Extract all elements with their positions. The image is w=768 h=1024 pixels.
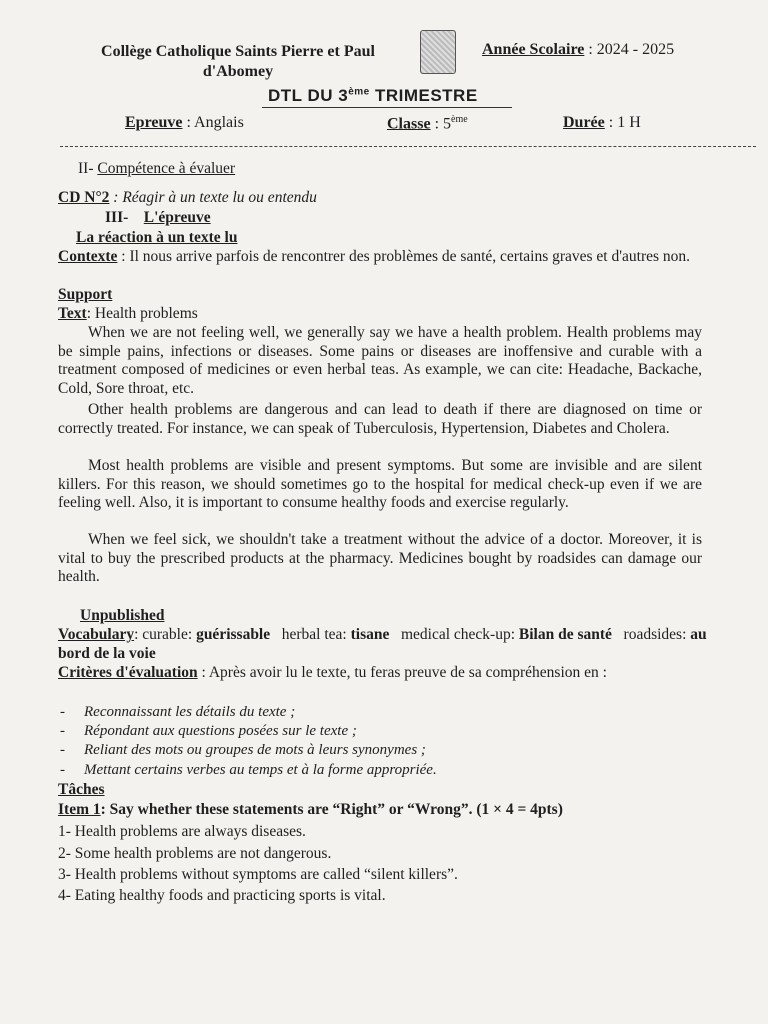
criteria-bullet-1 xyxy=(60,704,295,721)
statement-3: 3- Health problems without symptoms are called “silent killers”. xyxy=(58,866,458,883)
criteria-text: : Après avoir lu le texte, tu feras preuve de sa compréhension en : xyxy=(197,664,607,681)
vocab-text-2: herbal tea: xyxy=(270,626,351,643)
epreuve-label: Epreuve xyxy=(125,114,183,131)
exam-title xyxy=(268,86,478,106)
context-label: Contexte xyxy=(58,248,118,265)
bullet-text: Reconnaissant les détails du texte ; xyxy=(84,704,296,720)
bullet-dash: - xyxy=(60,742,65,758)
duree-label: Durée xyxy=(563,114,605,131)
item-1-text: : Say whether these statements are “Right” or “Wrong”. (1 × 4 = 4pts) xyxy=(100,801,563,818)
cd-label: CD N°2 xyxy=(58,189,110,206)
school-year-label: Année Scolaire xyxy=(482,41,585,58)
section-2-number: II- xyxy=(78,160,94,177)
classe-sup: ème xyxy=(451,114,468,125)
taches-label: Tâches xyxy=(58,781,105,798)
school-name-line2: d'Abomey xyxy=(202,63,274,80)
vocab-def-2: tisane xyxy=(350,626,390,643)
exam-title-main: DTL DU 3 xyxy=(268,86,349,105)
unpublished-label: Unpublished xyxy=(80,607,165,624)
bullet-dash: - xyxy=(60,704,65,720)
vocab-text-4: roadsides: xyxy=(611,626,691,643)
item-1-instruction xyxy=(58,801,563,819)
classe-label: Classe xyxy=(387,115,431,133)
criteria-bullet-2 xyxy=(60,723,357,740)
text-paragraph-1: When we are not feeling well, we generally say we have a health problem. Health problems may be simple pains, infections or diseases. Some pains or diseases are inoffensive and curable with a treatment composed of medicines or even herbal teas. As example, we can cite: Headache, Backache, Cold, Sore throat, etc. xyxy=(58,324,702,397)
vocabulary-label: Vocabulary xyxy=(58,626,135,643)
vocab-text-3: medical check-up: xyxy=(389,626,519,643)
school-year xyxy=(482,41,674,59)
section-2-heading xyxy=(78,160,235,178)
header-separator xyxy=(60,146,756,147)
bullet-text: Reliant des mots ou groupes de mots à leurs synonymes ; xyxy=(84,742,426,758)
criteria-bullet-3 xyxy=(60,742,426,759)
vocab-def-1: guérissable xyxy=(196,626,271,643)
item-1-label: Item 1 xyxy=(58,801,101,818)
section-3-title: L'épreuve xyxy=(143,209,211,226)
vocabulary xyxy=(58,626,718,663)
vocab-def-3: Bilan de santé xyxy=(518,626,612,643)
context-text: : Il nous arrive parfois de rencontrer des problèmes de santé, certains graves et d'autres non. xyxy=(117,248,691,265)
reaction-title: La réaction à un texte lu xyxy=(76,229,238,246)
text-paragraph-3: Most health problems are visible and present symptoms. But some are invisible and are silent killers. For this reason, we should sometimes go to the hospital for medical check-up even if we are feeling well. Also, it is important to consume healthy foods and exercise regularly. xyxy=(58,457,702,512)
cd-line xyxy=(58,189,317,207)
duree xyxy=(563,114,641,132)
section-3-heading xyxy=(105,209,211,227)
section-2-title: Compétence à évaluer xyxy=(97,160,236,177)
school-seal-icon xyxy=(420,30,456,74)
text-title: : Health problems xyxy=(86,305,198,322)
school-name-line1: Collège Catholique Saints Pierre et Paul xyxy=(101,43,375,60)
vocab-text-1: : curable: xyxy=(134,626,197,643)
title-underline xyxy=(262,107,512,108)
bullet-dash: - xyxy=(60,723,65,739)
bullet-text: Répondant aux questions posées sur le texte ; xyxy=(84,723,357,739)
support-label: Support xyxy=(58,286,113,303)
context-paragraph xyxy=(58,248,702,267)
text-heading xyxy=(58,305,198,323)
statement-2: 2- Some health problems are not dangerous. xyxy=(58,845,332,862)
text-label: Text xyxy=(58,305,87,322)
classe xyxy=(387,114,468,133)
epreuve xyxy=(125,114,244,132)
statement-1: 1- Health problems are always diseases. xyxy=(58,823,306,840)
section-3-number: III- xyxy=(105,209,129,226)
statement-4: 4- Eating healthy foods and practicing sports is vital. xyxy=(58,887,386,904)
school-year-value: : 2024 - 2025 xyxy=(588,41,675,58)
epreuve-value: : Anglais xyxy=(186,114,244,131)
school-name xyxy=(78,42,398,82)
vocab-def-4: au bord de la voie xyxy=(58,626,707,662)
exam-title-end: TRIMESTRE xyxy=(369,86,478,105)
criteria-label: Critères d'évaluation xyxy=(58,664,198,681)
text-paragraph-4: When we feel sick, we shouldn't take a treatment without the advice of a doctor. Moreover, it is vital to buy the prescribed products at the pharmacy. Medicines bought by roadsides can damage our health. xyxy=(58,531,702,586)
classe-value: : 5 xyxy=(434,115,452,133)
text-paragraph-2: Other health problems are dangerous and can lead to death if there are diagnosed on time or correctly treated. For instance, we can speak of Tuberculosis, Hypertension, Diabetes and Cholera. xyxy=(58,401,702,437)
bullet-text: Mettant certains verbes au temps et à la forme appropriée. xyxy=(84,762,437,778)
criteria-bullet-4 xyxy=(60,762,437,779)
bullet-dash: - xyxy=(60,762,65,778)
duree-value: : 1 H xyxy=(608,114,641,131)
criteria-paragraph xyxy=(58,664,718,683)
cd-text: : Réagir à un texte lu ou entendu xyxy=(109,189,317,206)
exam-title-sup: ème xyxy=(348,86,370,98)
